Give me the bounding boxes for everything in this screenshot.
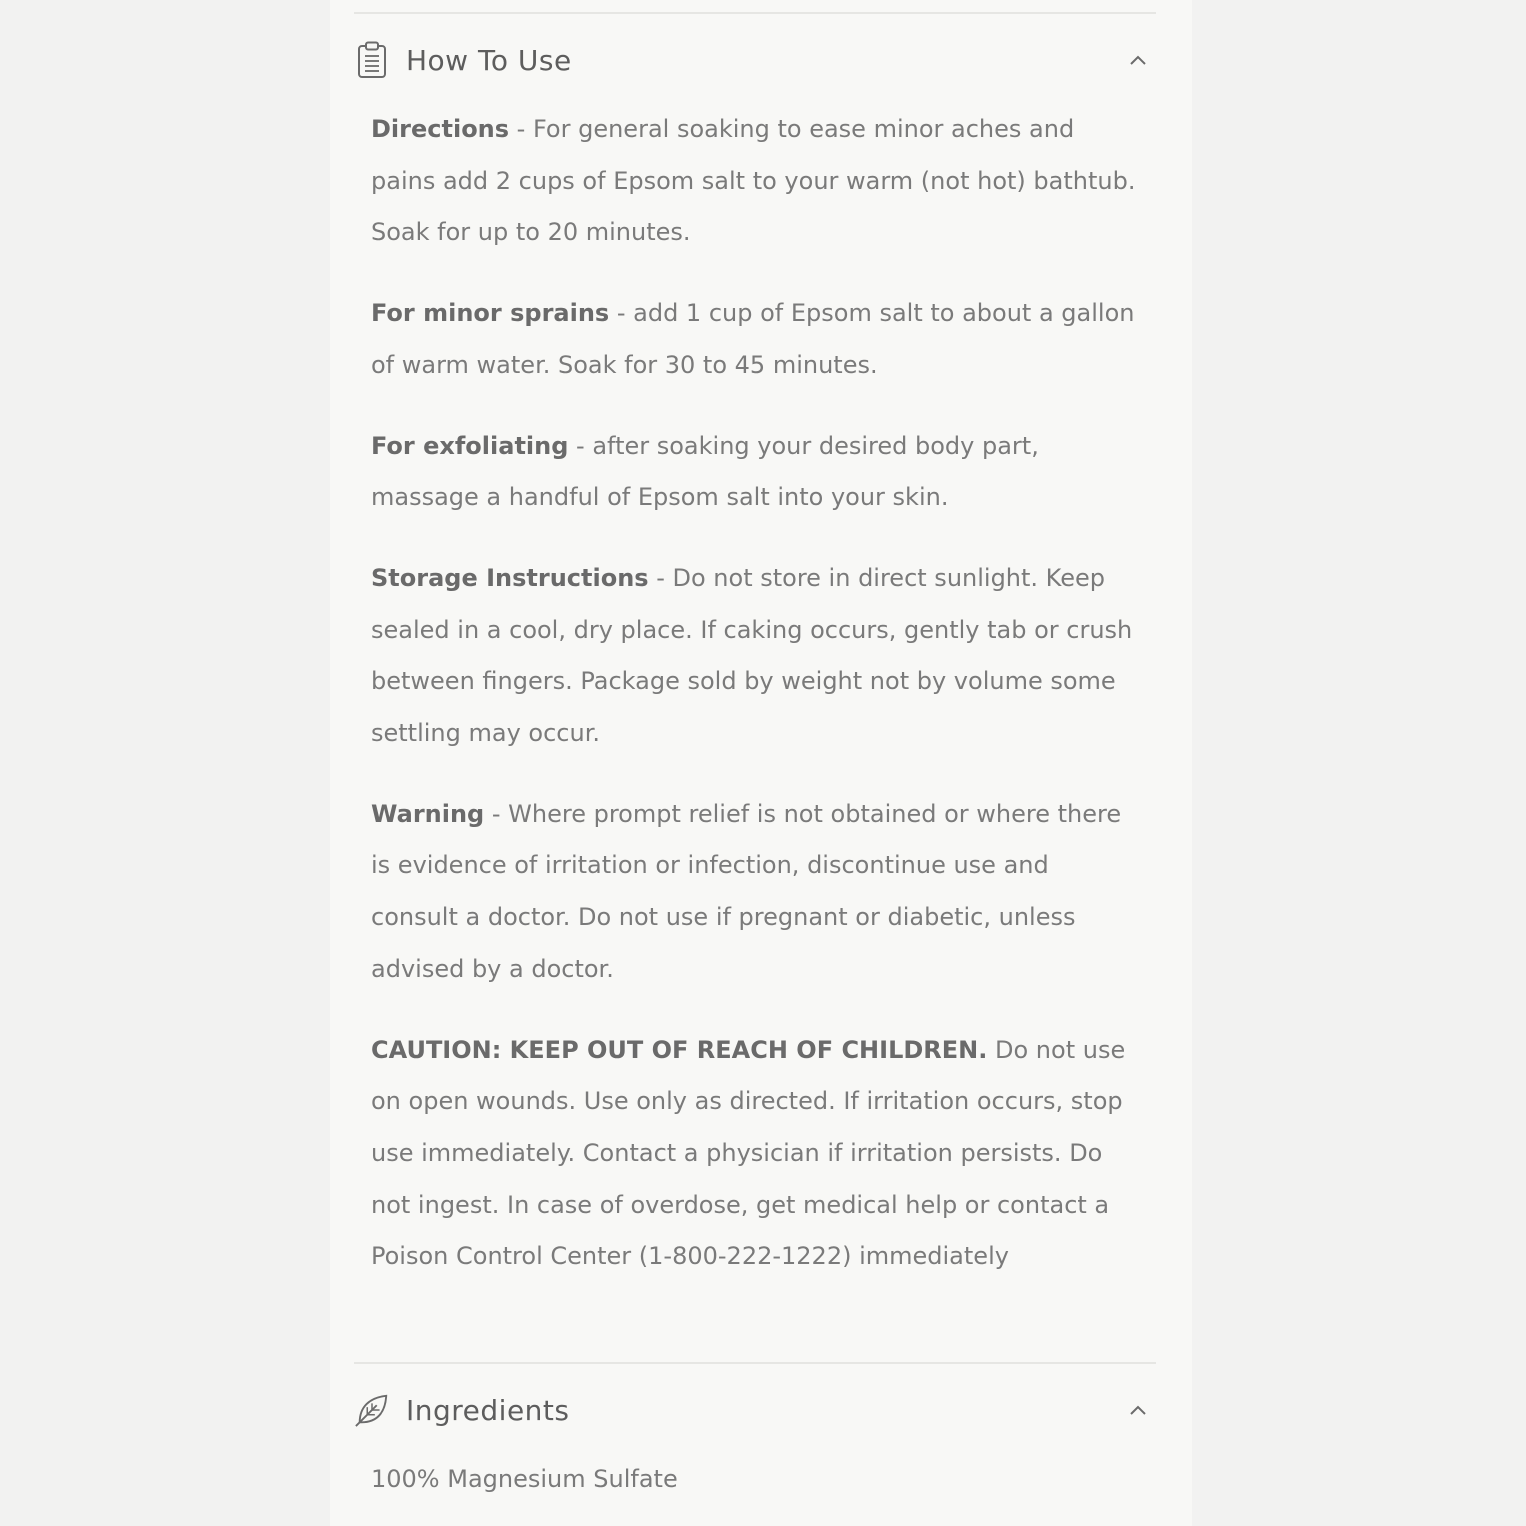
paragraph-label: Directions	[371, 115, 510, 143]
ingredients-title: Ingredients	[406, 1393, 570, 1427]
paragraph-directions: Directions - For general soaking to ease minor aches and pains add 2 cups of Epsom salt to your warm (not hot) bathtub. Soak for up to 20 minutes.	[371, 115, 1136, 247]
ingredients-accordion-header[interactable]	[354, 1380, 1156, 1440]
paragraph-storage: Storage Instructions - Do not store in direct sunlight. Keep sealed in a cool, dry place. If caking occurs, gently tab or crush between fingers. Package sold by weight not by volume some settling may occur.	[371, 563, 1133, 748]
paragraph-text: For general soaking to ease minor aches and pains add 2 cups of Epsom salt to your warm (not hot) bathtub. Soak for up to 20 minutes.	[371, 115, 1136, 247]
paragraph-text: add 1 cup of Epsom salt to about a gallon of warm water. Soak for 30 to 45 minutes.	[371, 299, 1135, 379]
paragraph-label: For minor sprains	[371, 299, 610, 328]
clipboard-icon	[354, 40, 390, 80]
ingredients-text: 100% Magnesium Sulfate	[371, 1465, 678, 1493]
leaf-icon	[354, 1390, 390, 1430]
paragraph-label: For exfoliating	[371, 431, 569, 460]
paragraph-text: Where prompt relief is not obtained or where there is evidence of irritation or infection, discontinue use and consult a doctor. Do not use if pregnant or diabetic, unless advised by a doctor.	[371, 799, 1122, 983]
ingredients-content	[371, 1454, 1141, 1506]
paragraph-label: Warning	[371, 799, 485, 828]
how-to-use-content	[371, 104, 1141, 1312]
paragraph-caution	[371, 1025, 1141, 1284]
chevron-up-icon[interactable]	[1120, 1392, 1156, 1428]
paragraph-text: after soaking your desired body part, massage a handful of Epsom salt into your skin.	[371, 431, 1039, 512]
how-to-use-title: How To Use	[406, 43, 572, 77]
divider-ingredients	[354, 1362, 1156, 1364]
chevron-up-icon[interactable]	[1120, 42, 1156, 78]
paragraph-text: Do not store in direct sunlight. Keep sealed in a cool, dry place. If caking occurs, gently tab or crush between fingers. Package sold by weight not by volume some settling may occur.	[371, 563, 1133, 748]
paragraph-label: Storage Instructions	[371, 563, 649, 592]
paragraph-label: CAUTION: KEEP OUT OF REACH OF CHILDREN.	[371, 1035, 988, 1064]
paragraph-minor-sprains: For minor sprains - add 1 cup of Epsom salt to about a gallon of warm water. Soak for 30 to 45 minutes.	[371, 299, 1135, 379]
divider-top	[354, 12, 1156, 14]
paragraph-warning: Warning - Where prompt relief is not obtained or where there is evidence of irritation or infection, discontinue use and consult a doctor. Do not use if pregnant or diabetic, unless advised by a doctor.	[371, 799, 1122, 983]
paragraph-exfoliating: For exfoliating - after soaking your desired body part, massage a handful of Epsom salt into your skin.	[371, 431, 1039, 512]
how-to-use-accordion-header[interactable]	[354, 30, 1156, 90]
paragraph-text: Do not use on open wounds. Use only as directed. If irritation occurs, stop use immediately. Contact a physician if irritation persists. Do not ingest. In case of overdose, get medical help or contact a Poison Control Center (1-800-222-1222) immediately	[371, 1035, 1126, 1271]
